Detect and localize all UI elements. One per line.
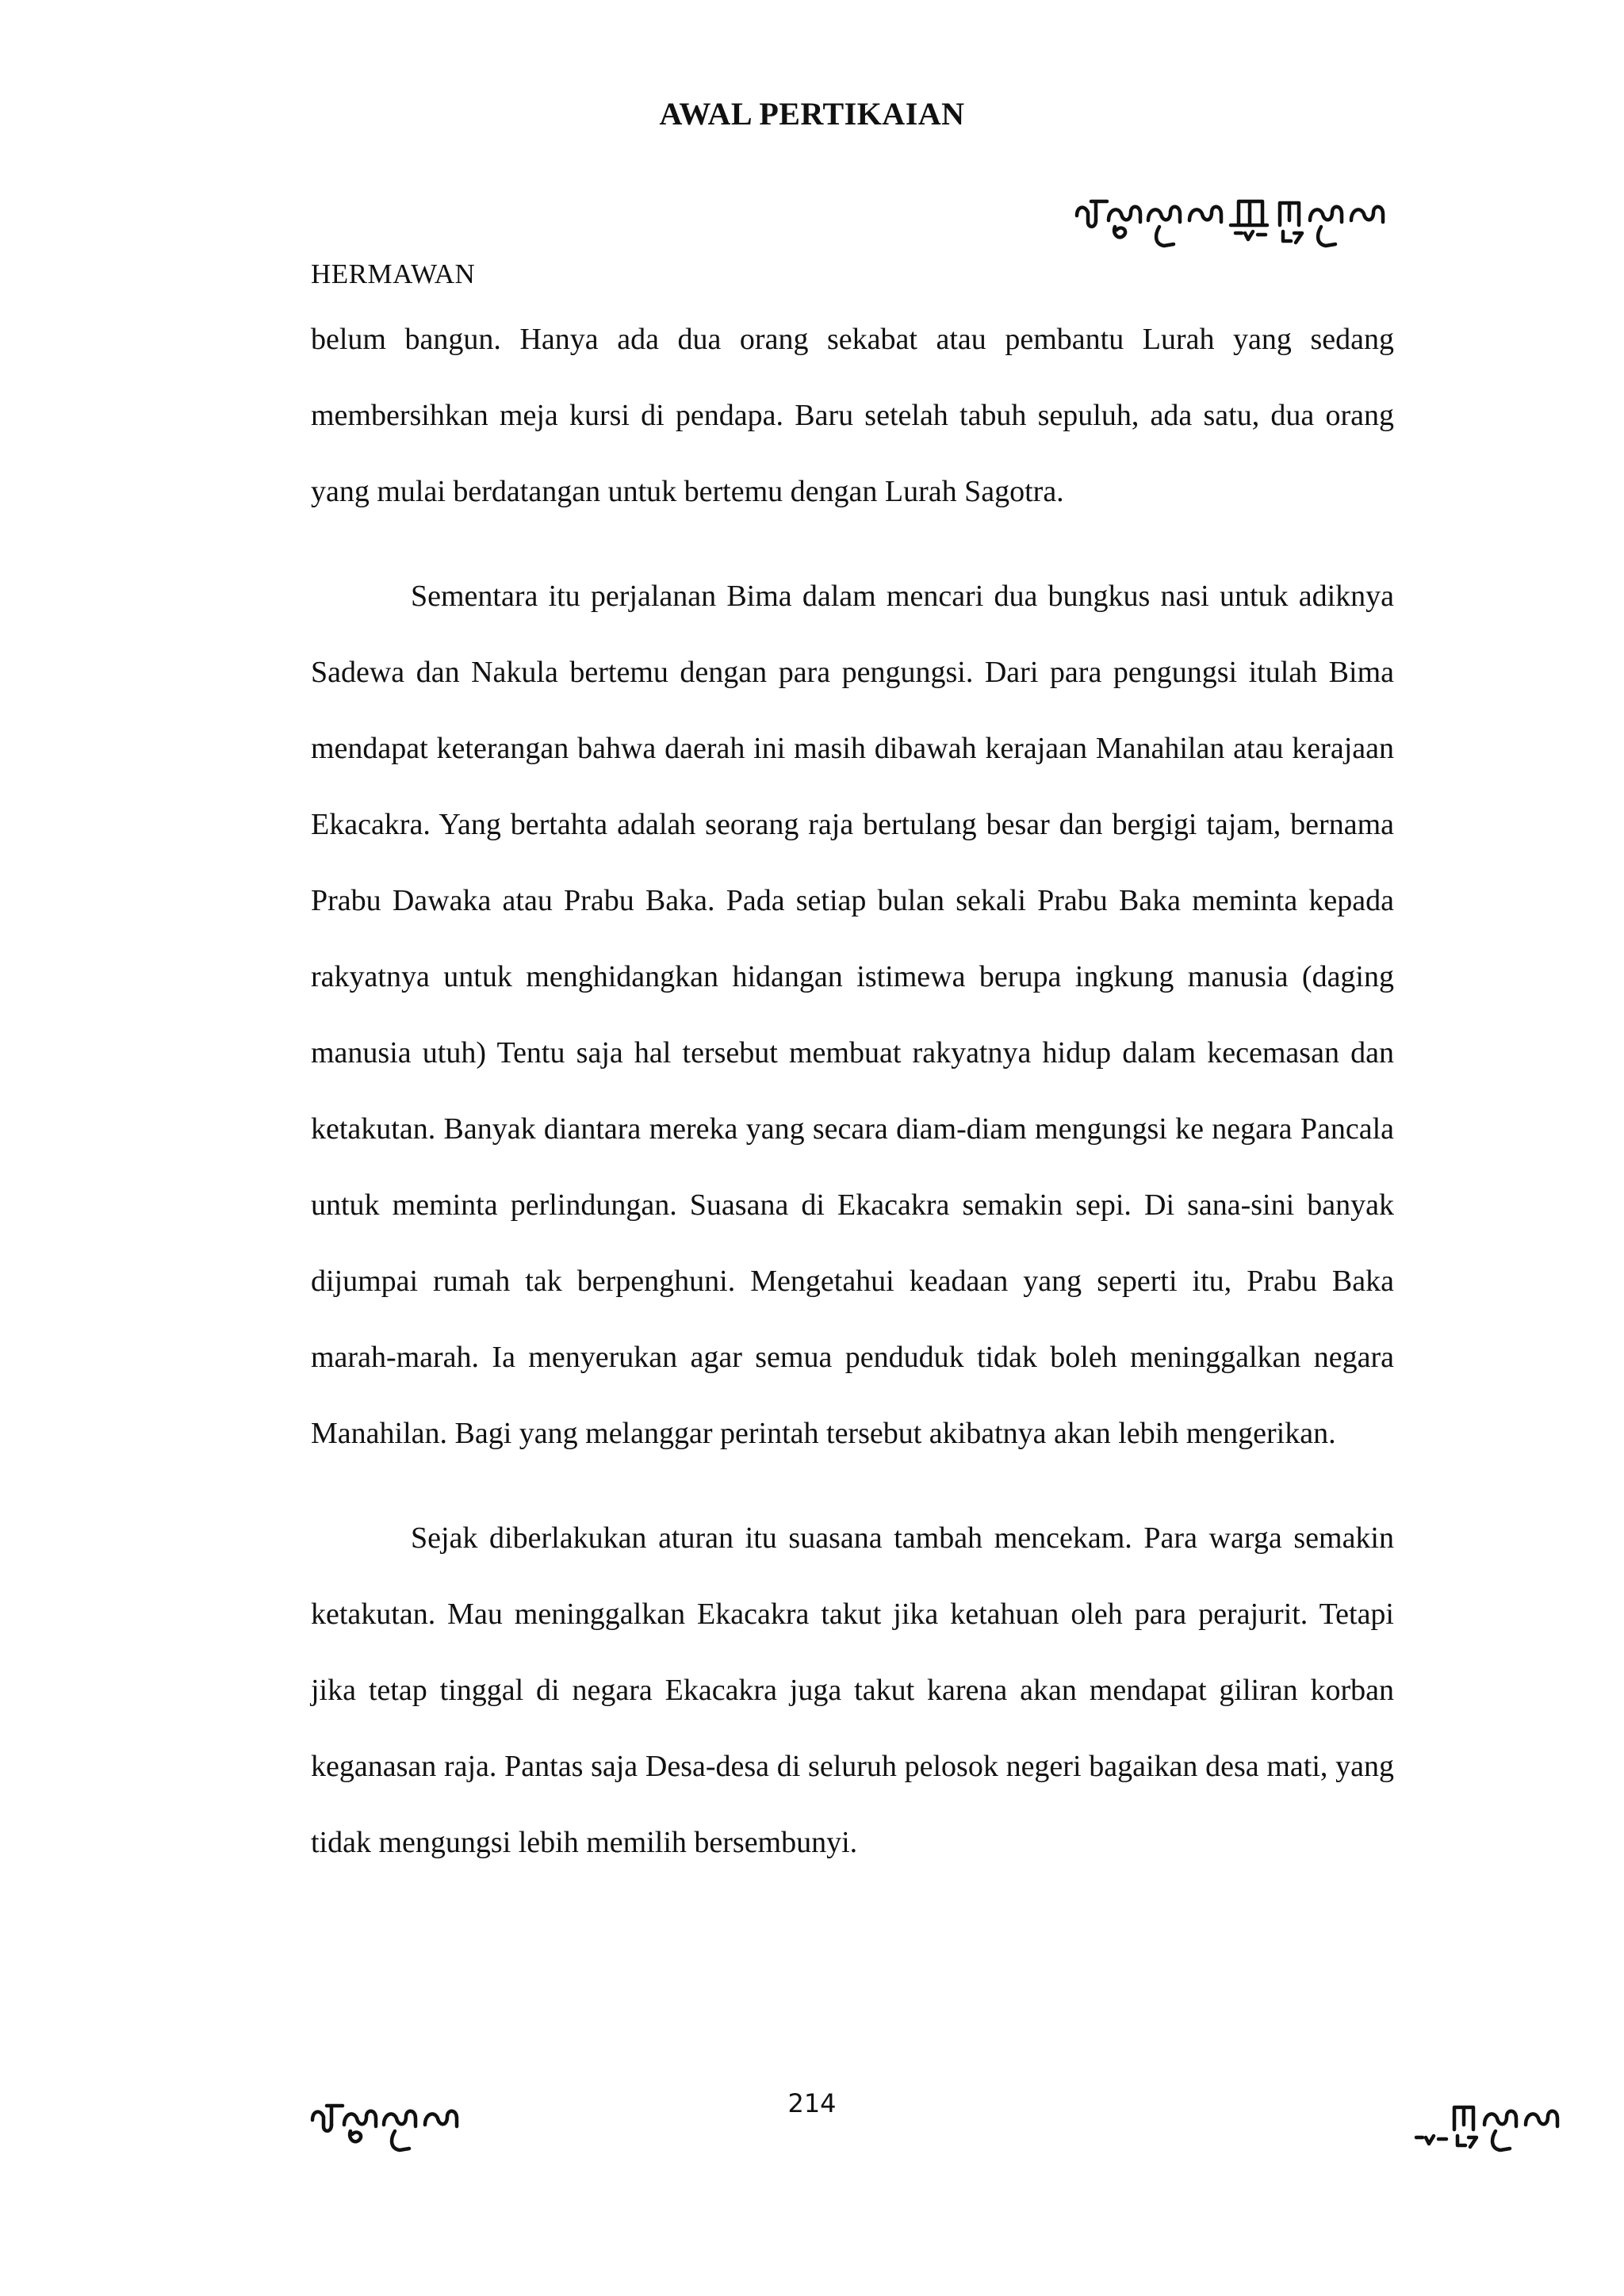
javanese-script-footer-right-ornament [1408,2090,1567,2161]
author-name: HERMAWAN [311,258,476,289]
chapter-title: AWAL PERTIKAIAN [659,96,965,132]
paragraph: Sejak diberlakukan aturan itu suasana tambah mencekam. Para warga semakin ketakutan. Mau meninggalkan Ekacakra takut jika ketahuan oleh para perajurit. Tetapi jika tetap tinggal di negara Ekacakra juga takut karena akan mendapat giliran korban keganasan raja. Pantas saja Desa-desa di seluruh pelosok negeri bagaikan desa mati, yang tidak mengungsi lebih memilih bersembunyi. [311,1521,1394,1859]
body-text [311,301,1394,1881]
paragraph: belum bangun. Hanya ada dua orang sekabat atau pembantu Lurah yang sedang membersihkan meja kursi di pendapa. Baru setelah tabuh sepuluh, ada satu, dua orang yang mulai berdatangan untuk bertemu dengan Lurah Sagotra. [311,323,1394,508]
javanese-script-header-ornament [1072,186,1402,257]
page-number: 214 [787,2088,837,2118]
javanese-script-footer-left-ornament [308,2090,498,2161]
paragraph: Sementara itu perjalanan Bima dalam mencari dua bungkus nasi untuk adiknya Sadewa dan Nakula bertemu dengan para pengungsi. Dari para pengungsi itulah Bima mendapat keterangan bahwa daerah ini masih dibawah kerajaan Manahilan atau kerajaan Ekacakra. Yang bertahta adalah seorang raja bertulang besar dan bergigi tajam, bernama Prabu Dawaka atau Prabu Baka. Pada setiap bulan sekali Prabu Baka meminta kepada rakyatnya untuk menghidangkan hidangan istimewa berupa ingkung manusia (daging manusia utuh) Tentu saja hal tersebut membuat rakyatnya hidup dalam kecemasan dan ketakutan. Banyak diantara mereka yang secara diam-diam mengungsi ke negara Pancala untuk meminta perlindungan. Suasana di Ekacakra semakin sepi. Di sana-sini banyak dijumpai rumah tak berpenghuni. Mengetahui keadaan yang seperti itu, Prabu Baka marah-marah. Ia menyerukan agar semua penduduk tidak boleh meninggalkan negara Manahilan. Bagi yang melanggar perintah tersebut akibatnya akan lebih mengerikan. [311,580,1394,1450]
